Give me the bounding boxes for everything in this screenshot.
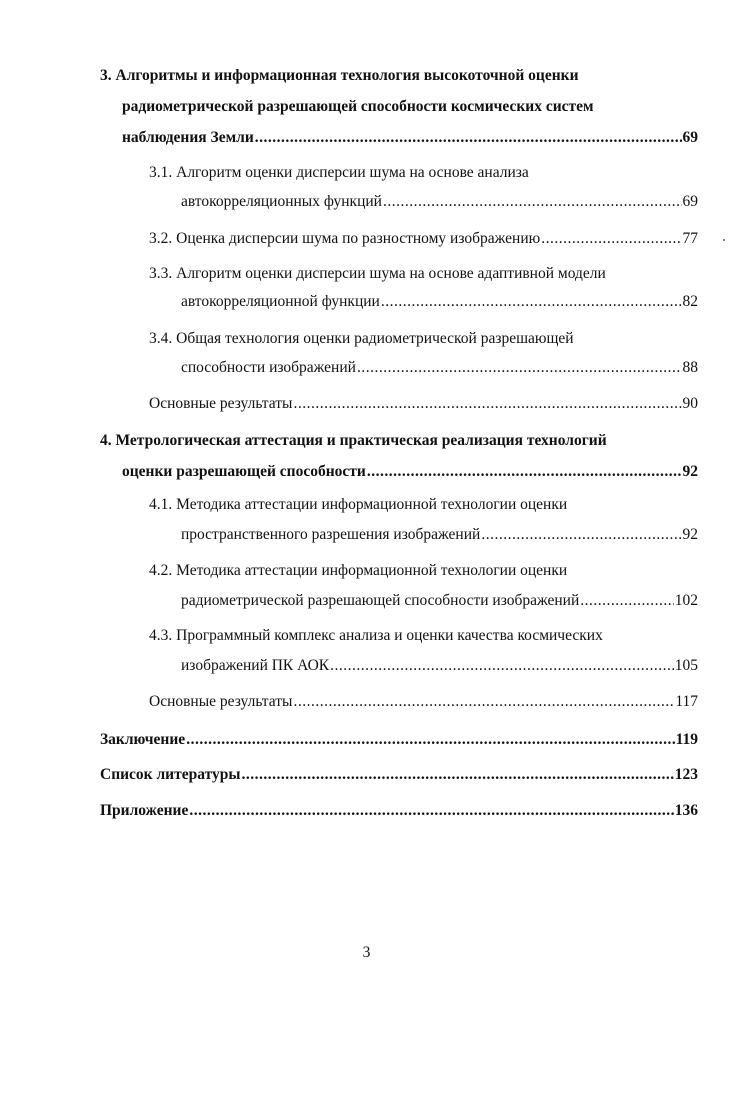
toc-ch3-results [149, 394, 698, 414]
toc-dot-leader [293, 692, 674, 712]
toc-4-2-page: 102 [674, 592, 698, 609]
toc-ch4-results [149, 692, 698, 712]
toc-4-2-text1: 4.2. Методика аттестации информационной технологии оценки [149, 562, 568, 579]
toc-4-1-line1 [149, 495, 567, 515]
toc-3-3-line1 [149, 264, 606, 284]
toc-3-2-page: 77 [682, 230, 698, 247]
toc-ch4-title-line2 [122, 462, 698, 482]
toc-dot-leader [330, 656, 674, 676]
toc-4-2-line1 [149, 561, 567, 581]
toc-dot-leader [383, 192, 682, 212]
toc-dot-leader [481, 525, 681, 545]
toc-dot-leader [293, 394, 681, 414]
toc-3-2-line1 [149, 229, 698, 249]
toc-4-2-text2: радиометрической разрешающей способности изображений [181, 592, 580, 609]
toc-references [100, 765, 698, 785]
toc-conclusion-text: Заключение [100, 731, 186, 748]
toc-ch3-title-text2: радиометрической разрешающей способности космических систем [122, 98, 594, 115]
toc-3-1-page: 69 [682, 193, 698, 210]
toc-3-3-line2 [181, 292, 698, 312]
toc-3-4-line1 [149, 329, 574, 349]
toc-3-1-line1 [149, 163, 529, 183]
toc-ch4-results-text: Основные результаты [149, 693, 293, 710]
toc-appendix-text: Приложение [100, 802, 189, 819]
toc-ch4-page: 92 [682, 463, 698, 480]
toc-3-3-text1: 3.3. Алгоритм оценки дисперсии шума на основе адаптивной модели [149, 265, 606, 282]
toc-3-1-line2 [181, 192, 698, 212]
toc-conclusion-page: 119 [675, 731, 698, 748]
toc-4-3-text1: 4.3. Программный комплекс анализа и оценки качества космических [149, 627, 603, 644]
toc-3-4-page: 88 [682, 359, 698, 376]
toc-4-3-line2 [181, 656, 698, 676]
toc-3-4-text1: 3.4. Общая технология оценки радиометрической разрешающей [149, 330, 574, 347]
toc-dot-leader [255, 128, 682, 148]
toc-4-3-page: 105 [674, 657, 698, 674]
toc-3-1-text2: автокорреляционных функций [181, 193, 382, 210]
toc-references-page: 123 [674, 766, 698, 783]
toc-ch4-title-text2: оценки разрешающей способности [122, 463, 366, 480]
toc-dot-leader [367, 462, 682, 482]
toc-4-2-line2 [181, 591, 698, 611]
scan-speck [723, 239, 725, 241]
toc-ch3-results-text: Основные результаты [149, 395, 293, 412]
toc-ch4-title-text1: 4. Метрологическая аттестация и практическая реализация технологий [100, 432, 607, 449]
toc-dot-leader [189, 801, 673, 821]
toc-ch3-page: 69 [682, 129, 698, 146]
toc-4-1-text2: пространственного разрешения изображений [181, 526, 481, 543]
toc-ch3-title-line2 [122, 97, 594, 117]
page-number: 3 [362, 944, 371, 961]
toc-ch4-title-line1 [100, 431, 607, 451]
toc-appendix [100, 801, 698, 821]
toc-dot-leader [541, 229, 681, 249]
toc-ch3-title-line1 [100, 66, 579, 86]
toc-dot-leader [241, 765, 673, 785]
toc-appendix-page: 136 [674, 802, 698, 819]
toc-4-3-text2: изображений ПК АОК [181, 657, 330, 674]
toc-4-1-line2 [181, 525, 698, 545]
toc-references-text: Список литературы [100, 766, 241, 783]
toc-dot-leader [580, 591, 673, 611]
toc-3-4-text2: способности изображений [181, 359, 356, 376]
toc-3-3-text2: автокорреляционной функции [181, 293, 380, 310]
toc-ch3-title-line3 [122, 128, 698, 148]
toc-4-1-text1: 4.1. Методика аттестации информационной технологии оценки [149, 496, 568, 513]
toc-3-1-text1: 3.1. Алгоритм оценки дисперсии шума на основе анализа [149, 164, 529, 181]
toc-dot-leader [357, 358, 682, 378]
toc-dot-leader [186, 730, 674, 750]
toc-ch3-results-page: 90 [682, 395, 698, 412]
toc-3-3-page: 82 [682, 293, 698, 310]
toc-ch4-results-page: 117 [675, 693, 698, 710]
toc-conclusion [100, 730, 698, 750]
toc-ch3-title-text3: наблюдения Земли [122, 129, 254, 146]
toc-ch3-title-text1: 3. Алгоритмы и информационная технология высокоточной оценки [100, 67, 579, 84]
toc-3-2-text1: 3.2. Оценка дисперсии шума по разностному изображению [149, 230, 541, 247]
toc-4-3-line1 [149, 626, 603, 646]
toc-4-1-page: 92 [682, 526, 698, 543]
toc-3-4-line2 [181, 358, 698, 378]
toc-dot-leader [381, 292, 682, 312]
